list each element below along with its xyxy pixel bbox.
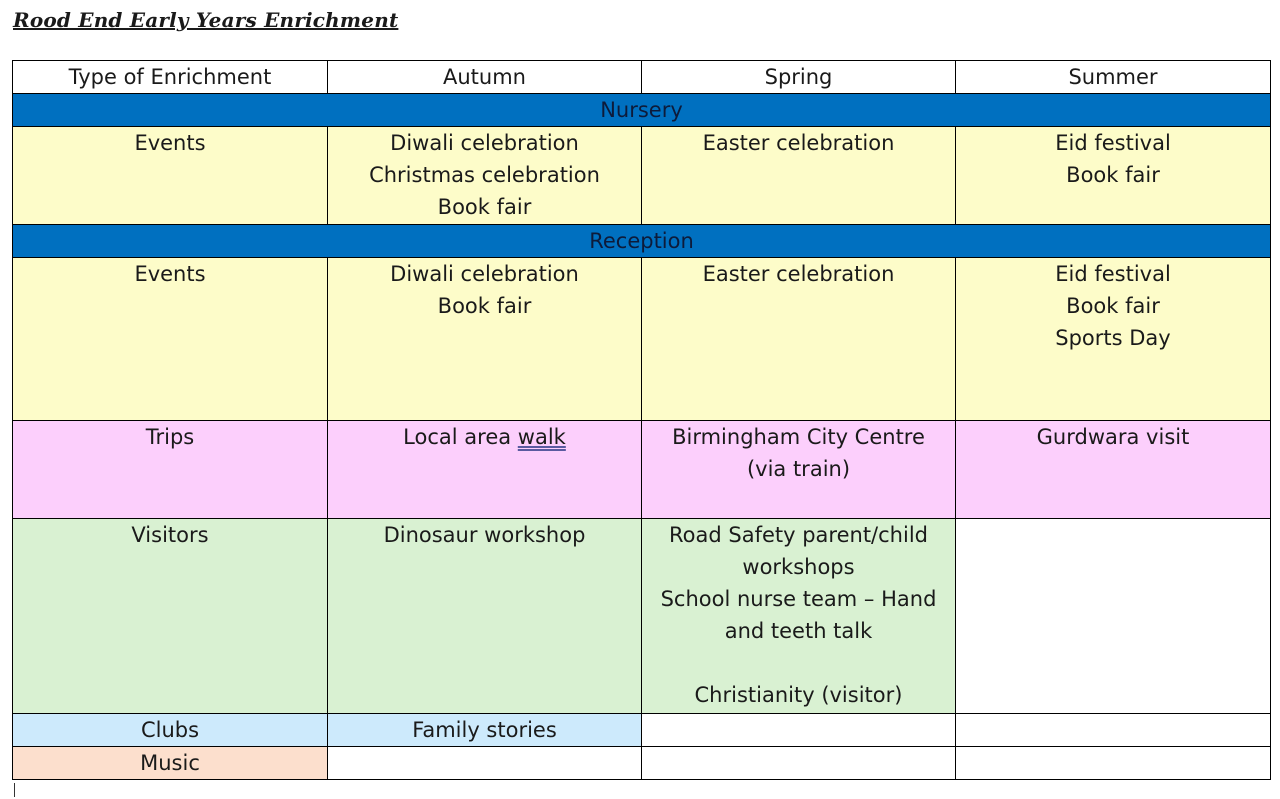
- row-type-label: Music: [13, 747, 328, 780]
- text-cursor: [14, 783, 15, 797]
- blank-line: [642, 647, 955, 679]
- list-item: Sports Day: [1055, 326, 1171, 350]
- list-item: Book fair: [1066, 163, 1160, 187]
- list-item: Gurdwara visit: [1036, 425, 1190, 449]
- list-item: Book fair: [437, 195, 532, 219]
- list-item: Easter celebration: [702, 131, 895, 155]
- nursery-events-summer: [956, 127, 1271, 225]
- reception-visitors-spring: [642, 519, 956, 714]
- table-row: [13, 127, 1271, 225]
- section-row-nursery: [13, 94, 1271, 127]
- header-summer: Summer: [956, 61, 1271, 94]
- list-item: Diwali celebration: [390, 262, 579, 286]
- nursery-events-spring: [642, 127, 956, 225]
- table-row: [13, 519, 1271, 714]
- list-item: Road Safety parent/child: [669, 523, 928, 547]
- list-item: Book fair: [1066, 294, 1160, 318]
- reception-trips-autumn: [328, 421, 642, 519]
- reception-clubs-spring: [642, 714, 956, 747]
- reception-visitors-autumn: [328, 519, 642, 714]
- row-type-label: Visitors: [13, 519, 328, 714]
- list-item: Eid festival: [1055, 131, 1171, 155]
- row-type-label: Trips: [13, 421, 328, 519]
- table-row: [13, 747, 1271, 780]
- list-item: Book fair: [437, 294, 532, 318]
- list-item: Eid festival: [1055, 262, 1171, 286]
- reception-music-autumn: [328, 747, 642, 780]
- reception-music-spring: [642, 747, 956, 780]
- section-reception: Reception: [13, 225, 1271, 258]
- header-spring: Spring: [642, 61, 956, 94]
- spellcheck-underlined-word: walk: [517, 425, 566, 449]
- trip-text: Local area: [403, 425, 518, 449]
- list-item: (via train): [746, 457, 851, 481]
- reception-events-autumn: [328, 258, 642, 421]
- header-row: [13, 61, 1271, 94]
- table-row: [13, 421, 1271, 519]
- header-autumn: Autumn: [328, 61, 642, 94]
- list-item: Christmas celebration: [369, 163, 600, 187]
- list-item: School nurse team – Hand: [660, 587, 937, 611]
- row-type-label: Events: [13, 127, 328, 225]
- row-type-label: Clubs: [13, 714, 328, 747]
- list-item: Dinosaur workshop: [383, 523, 586, 547]
- table-row: [13, 714, 1271, 747]
- reception-trips-summer: [956, 421, 1271, 519]
- reception-clubs-autumn: [328, 714, 642, 747]
- header-type: Type of Enrichment: [13, 61, 328, 94]
- reception-visitors-summer: [956, 519, 1271, 714]
- table-row: [13, 258, 1271, 421]
- reception-clubs-summer: [956, 714, 1271, 747]
- document-title: Rood End Early Years Enrichment: [13, 8, 399, 32]
- section-nursery: Nursery: [13, 94, 1271, 127]
- list-item: Diwali celebration: [390, 131, 579, 155]
- reception-events-spring: [642, 258, 956, 421]
- reception-events-summer: [956, 258, 1271, 421]
- list-item: Family stories: [412, 718, 557, 742]
- reception-trips-spring: [642, 421, 956, 519]
- section-row-reception: [13, 225, 1271, 258]
- list-item: workshops: [742, 555, 855, 579]
- row-type-label: Events: [13, 258, 328, 421]
- nursery-events-autumn: [328, 127, 642, 225]
- list-item: Birmingham City Centre: [672, 425, 925, 449]
- enrichment-table: [12, 60, 1271, 780]
- list-item: Christianity (visitor): [694, 683, 903, 707]
- list-item: Easter celebration: [702, 262, 895, 286]
- reception-music-summer: [956, 747, 1271, 780]
- list-item: and teeth talk: [724, 619, 873, 643]
